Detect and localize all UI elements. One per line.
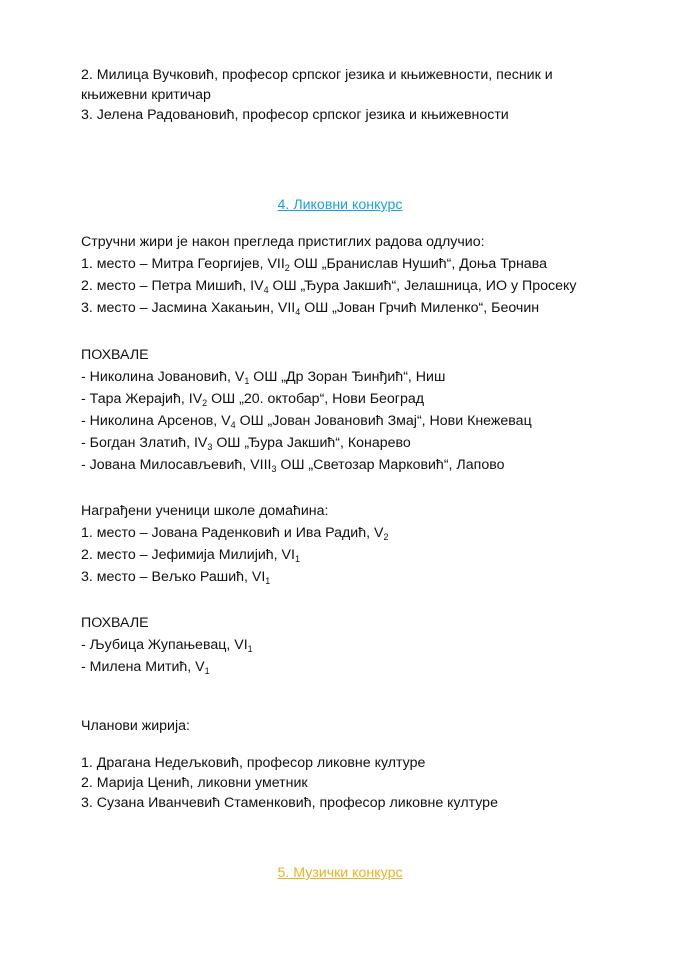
place-row: 2. место – Петра Мишић, $IV_4$ ОШ „Ђура Јакшић“, Јелашница, ИО у Просеку [81, 278, 577, 295]
praise-row: - Николина Арсенов, $V_4$ ОШ „Јован Јовановић Змај“, Нови Кнежевац [81, 413, 532, 430]
praise-row: - Николина Јовановић, $V_1$ ОШ „Др Зоран Ђинђић“, Ниш [81, 369, 446, 386]
praise-row: - Тара Жерајић, $IV_2$ ОШ „20. октобар“, Нови Београд [81, 391, 425, 408]
praise-row: - Богдан Златић, $IV_3$ ОШ „Ђура Јакшић“, Конарево [81, 435, 411, 452]
praise-row: - Јована Милосављевић, $VIII_3$ ОШ „Светозар Марковић“, Лапово [81, 457, 505, 474]
jury-member: 2. Марија Ценић, ликовни уметник [81, 775, 308, 791]
host-place-row: 3. место – Вељко Рашић, $VI_1$ [81, 569, 271, 586]
jury-member: 1. Драгана Недељковић, професор ликовне културе [81, 755, 426, 771]
place-row: 3. место – Јасмина Хакањин, $VII_4$ ОШ „Јован Грчић Миленко“, Беочин [81, 300, 540, 317]
host-place-row: 1. место – Јована Раденковић и Ива Радић, $V_2$ [81, 525, 389, 542]
jury-decision-intro: Стручни жири је након прегледа пристиглих радова одлучио: [81, 234, 485, 250]
jury-member: 3. Сузана Иванчевић Стаменковић, професор ликовне културе [81, 795, 498, 811]
jury-title: Чланови жирија: [81, 718, 190, 734]
host-praise-row: - Милена Митић, $V_1$ [81, 659, 210, 676]
section-4-heading: 4. Ликовни конкурс [277, 197, 403, 213]
host-place-row: 2. место – Јефимија Милијић, $VI_1$ [81, 547, 300, 564]
jury-member-2-line1: 2. Милица Вучковић, професор српског језика и књижевности, песник и [81, 67, 553, 83]
host-praise-row: - Љубица Жупањевац, $VI_1$ [81, 637, 253, 654]
jury-member-2-line2: књижевни критичар [81, 87, 211, 103]
jury-member-3: 3. Јелена Радовановић, професор српског језика и књижевности [81, 107, 509, 123]
host-school-title: Награђени ученици школе домаћина: [81, 503, 329, 519]
host-praise-title: ПОХВАЛЕ [81, 615, 149, 631]
section-5-heading: 5. Музички конкурс [277, 865, 403, 881]
praise-title: ПОХВАЛЕ [81, 347, 149, 363]
place-row: 1. место – Митра Георгијев, $VII_2$ ОШ „Бранислав Нушић“, Доња Трнава [81, 256, 547, 273]
